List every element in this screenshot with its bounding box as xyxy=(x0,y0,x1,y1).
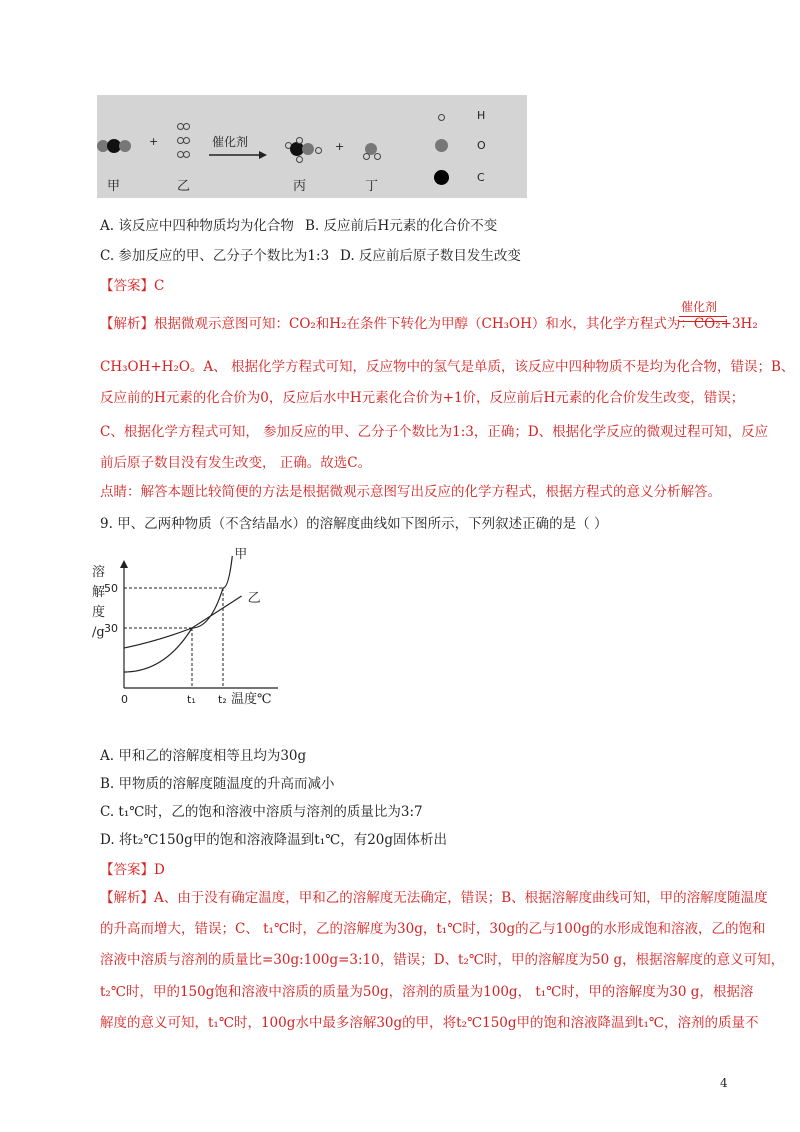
q8-answer: 【答案】C xyxy=(100,278,165,294)
q9-analysis-line4: t₂℃时，甲的150g饱和溶液中溶质的质量为50g，溶剂的质量为100g， t₁℃时，甲的溶解度为30 g，根据溶 xyxy=(100,984,754,1000)
q8-analysis-line5: 前后原子数目没有发生改变， 正确。故选C。 xyxy=(100,455,372,471)
q8-analysis-line1: 【解析】根据微观示意图可知：CO₂和H₂在条件下转化为甲醇（CH₃OH）和水，其化学方程式为：CO₂+3H₂ xyxy=(100,316,758,332)
equation-equals-sign xyxy=(679,316,727,322)
q8-analysis-line2: CH₃OH+H₂O。A、 根据化学方程式可知，反应物中的氢气是单质，该反应中四种物质不是均为化合物，错误；B、 xyxy=(100,359,795,375)
q8-tip: 点睛：解答本题比较简便的方法是根据微观示意图写出反应的化学方程式，根据方程式的意义分析解答。 xyxy=(100,484,721,500)
q8-option-b: B. 反应前后H元素的化合价不变 xyxy=(305,218,498,234)
chart-guides xyxy=(124,588,223,688)
h-atom xyxy=(363,153,370,160)
y-axis-label: /g xyxy=(92,625,105,640)
q8-option-a: A. 该反应中四种物质均为化合物 xyxy=(100,218,294,234)
label-bing: 丙 xyxy=(293,179,307,194)
label-ding: 丁 xyxy=(365,179,379,194)
series-label: 乙 xyxy=(247,591,261,606)
page-number: 4 xyxy=(720,1076,728,1090)
y-tick-50: 50 xyxy=(104,582,118,595)
x-tick-0: 0 xyxy=(121,693,128,706)
legend-o-label: O xyxy=(477,139,486,152)
label-jia: 甲 xyxy=(107,179,121,194)
q9-stem: 9. 甲、乙两种物质（不含结晶水）的溶解度曲线如下图所示，下列叙述正确的是（ ） xyxy=(100,516,608,532)
q9-analysis-line5: 解度的意义可知，t₁℃时，100g水中最多溶解30g的甲，将t₂℃150g甲的饱和溶液降温到t₁℃，溶剂的质量不 xyxy=(100,1015,759,1031)
h-atom xyxy=(315,147,322,154)
q9-option-b: B. 甲物质的溶解度随温度的升高而减小 xyxy=(100,776,335,792)
q9-analysis-line2: 的升高而增大，错误；C、 t₁℃时，乙的溶解度为30g，t₁℃时，30g的乙与100g的水形成饱和溶液，乙的饱和 xyxy=(100,921,766,937)
h-atom xyxy=(296,156,303,163)
plus-sign: + xyxy=(335,140,345,153)
catalyst-over-arrow: 催化剂 xyxy=(681,300,718,314)
q9-analysis-line3: 溶液中溶质与溶剂的质量比=30g:100g=3:10，错误；D、t₂℃时，甲的溶解度为50 g，根据溶解度的意义可知， xyxy=(100,952,785,968)
y-axis-label: 解 xyxy=(92,585,106,600)
h-atom xyxy=(296,137,303,144)
plus-sign: + xyxy=(149,135,159,148)
label-yi: 乙 xyxy=(177,179,191,194)
y-axis-label: 溶 xyxy=(92,565,106,580)
y-axis-label: 度 xyxy=(92,605,106,620)
q8-option-c: C. 参加反应的甲、乙分子个数比为1:3 xyxy=(100,248,330,264)
q9-analysis-line1: 【解析】A、由于没有确定温度，甲和乙的溶解度无法确定，错误；B、根据溶解度曲线可知，甲的溶解度随温度 xyxy=(100,890,768,906)
x-tick-t2: t₂ xyxy=(218,693,227,706)
x-axis-label: 温度℃ xyxy=(231,692,272,707)
legend-o-icon xyxy=(435,139,448,152)
q8-analysis-line3: 反应前的H元素的化合价为0，反应后水中H元素化合价为+1价，反应前后H元素的化合价发生改变，错误； xyxy=(100,390,745,406)
catalyst-label: 催化剂 xyxy=(212,135,249,149)
h-atom xyxy=(374,153,381,160)
series-label: 甲 xyxy=(234,548,248,562)
x-tick-t1: t₁ xyxy=(187,693,196,706)
legend-c-label: C xyxy=(477,171,485,184)
q9-option-c: C. t₁℃时，乙的饱和溶液中溶质与溶剂的质量比为3:7 xyxy=(100,804,423,820)
legend-c-icon xyxy=(434,170,449,185)
o-atom xyxy=(302,143,314,155)
reaction-arrow xyxy=(209,150,267,160)
q9-answer: 【答案】D xyxy=(100,862,165,878)
solubility-chart xyxy=(88,548,288,708)
q9-option-d: D. 将t₂℃150g甲的饱和溶液降温到t₁℃，有20g固体析出 xyxy=(100,832,448,848)
q9-option-a: A. 甲和乙的溶解度相等且均为30g xyxy=(100,748,307,764)
reaction-diagram xyxy=(97,95,527,198)
q8-option-d: D. 反应前后原子数目发生改变 xyxy=(340,248,521,264)
legend-h-icon xyxy=(438,114,445,121)
series-jia-curve xyxy=(124,556,232,672)
o-atom xyxy=(119,140,131,152)
h2-molecules xyxy=(177,123,191,163)
chart-labels xyxy=(92,564,272,707)
q8-analysis-line4: C、根据化学方程式可知， 参加反应的甲、乙分子个数比为1:3，正确；D、根据化学反应的微观过程可知，反应 xyxy=(100,424,769,440)
y-tick-30: 30 xyxy=(104,622,118,635)
legend-h-label: H xyxy=(477,109,486,122)
